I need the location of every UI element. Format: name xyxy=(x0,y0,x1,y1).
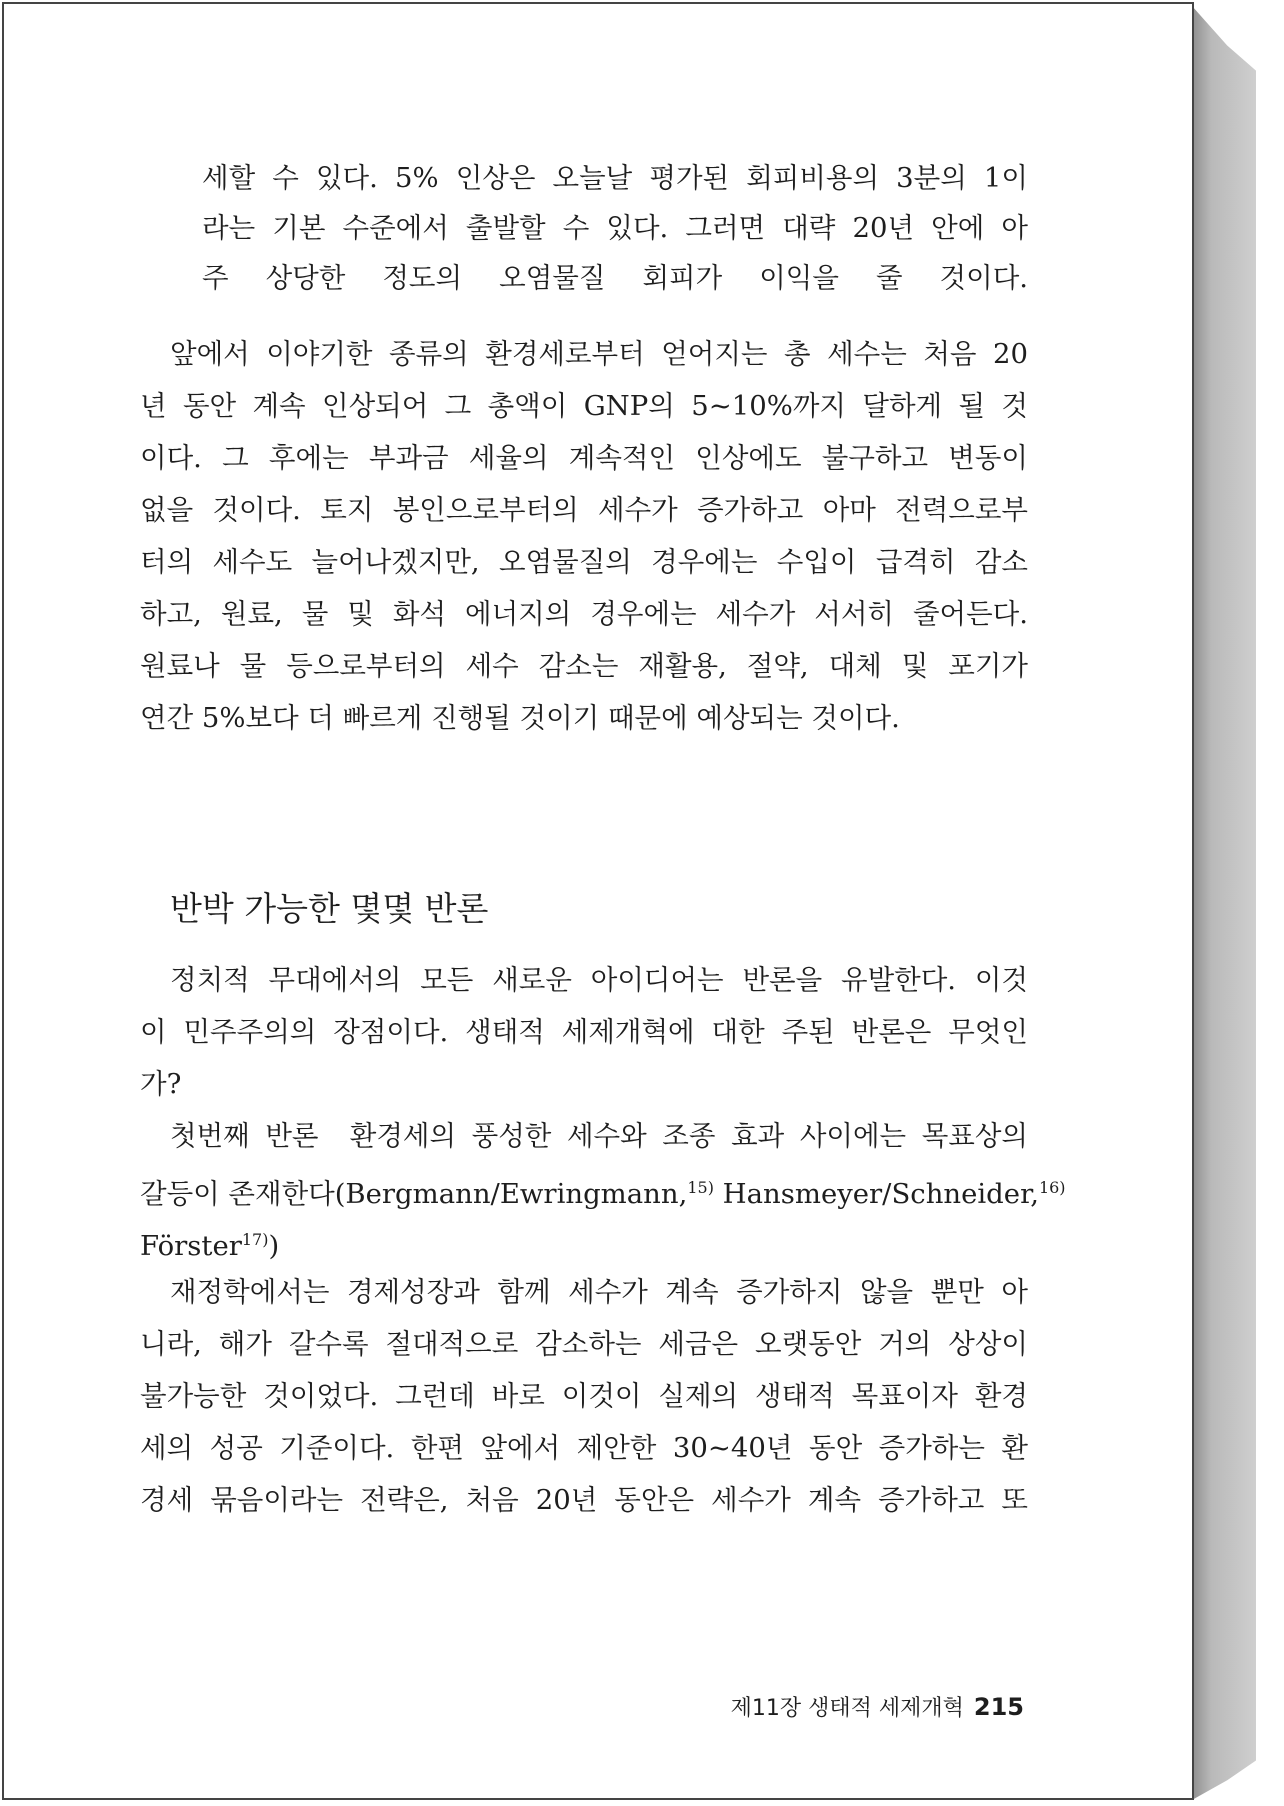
paragraph-line: 재정학에서는 경제성장과 함께 세수가 계속 증가하지 않을 뿐만 아 xyxy=(170,1276,1028,1308)
paragraph-line: 정치적 무대에서의 모든 새로운 아이디어는 반론을 유발한다. 이것 xyxy=(170,964,1028,996)
quote-line: 주 상당한 정도의 오염물질 회피가 이익을 줄 것이다. xyxy=(202,262,1028,294)
quote-line: 세할 수 있다. 5% 인상은 오늘날 평가된 회피비용의 3분의 1이 xyxy=(202,162,1028,194)
objection-label: 첫번째 반론 xyxy=(170,1120,319,1152)
paragraph-line xyxy=(140,1222,1028,1264)
paragraph-line: 불가능한 것이었다. 그런데 바로 이것이 실제의 생태적 목표이자 환경 xyxy=(140,1380,1028,1412)
paragraph-line: 없을 것이다. 토지 봉인으로부터의 세수가 증가하고 아마 전력으로부 xyxy=(140,494,1028,526)
footnote-ref: 15) xyxy=(687,1178,714,1197)
objection-text: Förster xyxy=(140,1230,242,1263)
footnote-ref: 17) xyxy=(241,1230,269,1249)
paragraph-line: 하고, 원료, 물 및 화석 에너지의 경우에는 세수가 서서히 줄어든다. xyxy=(140,598,1028,630)
paragraph-line: 이다. 그 후에는 부과금 세율의 계속적인 인상에도 불구하고 변동이 xyxy=(140,442,1028,474)
paragraph-line: 년 동안 계속 인상되어 그 총액이 GNP의 5~10%까지 달하게 될 것 xyxy=(140,390,1028,422)
page-number: 215 xyxy=(973,1693,1024,1721)
paragraph-line: 세의 성공 기준이다. 한편 앞에서 제안한 30~40년 동안 증가하는 환 xyxy=(140,1432,1028,1464)
objection-text: Hansmeyer/Schneider, xyxy=(713,1178,1039,1211)
section-heading: 반박 가능한 몇몇 반론 xyxy=(170,889,489,928)
paragraph-line: 터의 세수도 늘어나겠지만, 오염물질의 경우에는 수입이 급격히 감소 xyxy=(140,546,1028,578)
footnote-ref: 16) xyxy=(1038,1178,1066,1197)
paragraph-line: 연간 5%보다 더 빠르게 진행될 것이기 때문에 예상되는 것이다. xyxy=(140,702,900,734)
objection-text: 환경세의 풍성한 세수와 조종 효과 사이에는 목표상의 xyxy=(349,1120,1028,1152)
paragraph-line: 이 민주주의의 장점이다. 생태적 세제개혁에 대한 주된 반론은 무엇인 xyxy=(140,1016,1028,1048)
objection-text: ) xyxy=(268,1230,280,1263)
paragraph-line: 원료나 물 등으로부터의 세수 감소는 재활용, 절약, 대체 및 포기가 xyxy=(140,650,1028,682)
page-sheet xyxy=(2,2,1194,1800)
paragraph-line: 니라, 해가 갈수록 절대적으로 감소하는 세금은 오랫동안 거의 상상이 xyxy=(140,1328,1028,1360)
chapter-title: 제11장 생태적 세제개혁 xyxy=(730,1696,964,1721)
paragraph-line: 가? xyxy=(140,1068,182,1100)
paragraph-line: 경세 묶음이라는 전략은, 처음 20년 동안은 세수가 계속 증가하고 또 xyxy=(140,1484,1028,1516)
objection-text: 갈등이 존재한다(Bergmann/Ewringmann, xyxy=(140,1178,688,1211)
book-edge-shadow xyxy=(1192,6,1256,1800)
quote-line: 라는 기본 수준에서 출발할 수 있다. 그러면 대략 20년 안에 아 xyxy=(202,212,1028,244)
paragraph-line xyxy=(140,1170,1066,1212)
paragraph-line xyxy=(170,1118,1028,1154)
page-footer xyxy=(731,1692,1024,1724)
paragraph-line: 앞에서 이야기한 종류의 환경세로부터 얻어지는 총 세수는 처음 20 xyxy=(170,338,1028,370)
